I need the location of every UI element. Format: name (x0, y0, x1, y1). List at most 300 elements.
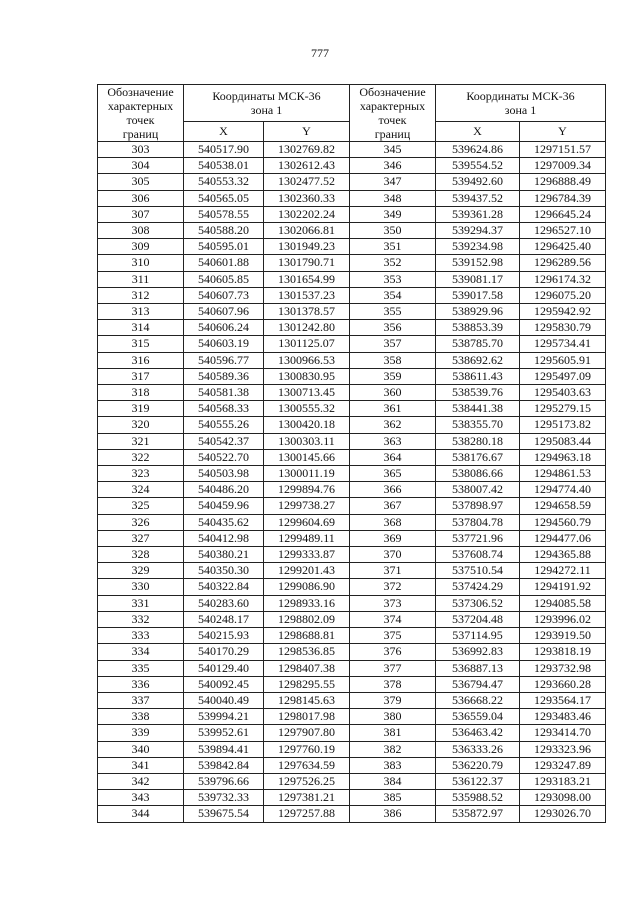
point-number-cell: 372 (350, 579, 436, 595)
table-row (98, 611, 350, 627)
x-coordinate-cell: 536668.22 (436, 692, 520, 708)
point-number-cell: 309 (98, 239, 184, 255)
table-row (350, 660, 606, 676)
header-y: Y (264, 121, 350, 141)
x-coordinate-cell: 540553.32 (184, 174, 264, 190)
point-number-cell: 313 (98, 304, 184, 320)
point-number-cell: 370 (350, 547, 436, 563)
point-number-cell: 340 (98, 741, 184, 757)
y-coordinate-cell: 1297760.19 (264, 741, 350, 757)
header-x: X (436, 121, 520, 141)
y-coordinate-cell: 1296784.39 (520, 190, 606, 206)
point-number-cell: 384 (350, 773, 436, 789)
table-row (98, 628, 350, 644)
table-row (98, 433, 350, 449)
y-coordinate-cell: 1301242.80 (264, 320, 350, 336)
point-number-cell: 315 (98, 336, 184, 352)
point-number-cell: 348 (350, 190, 436, 206)
y-coordinate-cell: 1300011.19 (264, 466, 350, 482)
x-coordinate-cell: 539081.17 (436, 271, 520, 287)
point-number-cell: 354 (350, 287, 436, 303)
table-row (350, 644, 606, 660)
table-row (350, 287, 606, 303)
x-coordinate-cell: 539952.61 (184, 725, 264, 741)
point-number-cell: 361 (350, 401, 436, 417)
y-coordinate-cell: 1294272.11 (520, 563, 606, 579)
point-number-cell: 337 (98, 692, 184, 708)
x-coordinate-cell: 539554.52 (436, 158, 520, 174)
y-coordinate-cell: 1294191.92 (520, 579, 606, 595)
y-coordinate-cell: 1295830.79 (520, 320, 606, 336)
point-number-cell: 363 (350, 433, 436, 449)
point-number-cell: 324 (98, 482, 184, 498)
y-coordinate-cell: 1299738.27 (264, 498, 350, 514)
point-number-cell: 308 (98, 223, 184, 239)
x-coordinate-cell: 539361.28 (436, 206, 520, 222)
y-coordinate-cell: 1298933.16 (264, 595, 350, 611)
y-coordinate-cell: 1295279.15 (520, 401, 606, 417)
point-number-cell: 347 (350, 174, 436, 190)
table-row (350, 628, 606, 644)
x-coordinate-cell: 540459.96 (184, 498, 264, 514)
y-coordinate-cell: 1297526.25 (264, 773, 350, 789)
y-coordinate-cell: 1296527.10 (520, 223, 606, 239)
table-row (350, 806, 606, 822)
y-coordinate-cell: 1293247.89 (520, 757, 606, 773)
table-row (350, 482, 606, 498)
y-coordinate-cell: 1298407.38 (264, 660, 350, 676)
x-coordinate-cell: 540581.38 (184, 385, 264, 401)
x-coordinate-cell: 538280.18 (436, 433, 520, 449)
x-coordinate-cell: 540538.01 (184, 158, 264, 174)
table-row (350, 336, 606, 352)
point-number-cell: 379 (350, 692, 436, 708)
point-number-cell: 342 (98, 773, 184, 789)
y-coordinate-cell: 1293996.02 (520, 611, 606, 627)
table-row (350, 741, 606, 757)
y-coordinate-cell: 1296425.40 (520, 239, 606, 255)
x-coordinate-cell: 537114.95 (436, 628, 520, 644)
y-coordinate-cell: 1293732.98 (520, 660, 606, 676)
table-row (350, 530, 606, 546)
table-row (98, 385, 350, 401)
y-coordinate-cell: 1294365.88 (520, 547, 606, 563)
point-number-cell: 333 (98, 628, 184, 644)
point-number-cell: 331 (98, 595, 184, 611)
x-coordinate-cell: 540435.62 (184, 514, 264, 530)
y-coordinate-cell: 1298295.55 (264, 676, 350, 692)
table-row (98, 595, 350, 611)
x-coordinate-cell: 539675.54 (184, 806, 264, 822)
point-number-cell: 327 (98, 530, 184, 546)
table-row (98, 660, 350, 676)
point-number-cell: 303 (98, 142, 184, 158)
point-number-cell: 304 (98, 158, 184, 174)
x-coordinate-cell: 538539.76 (436, 385, 520, 401)
x-coordinate-cell: 536122.37 (436, 773, 520, 789)
y-coordinate-cell: 1295083.44 (520, 433, 606, 449)
y-coordinate-cell: 1293564.17 (520, 692, 606, 708)
y-coordinate-cell: 1298688.81 (264, 628, 350, 644)
x-coordinate-cell: 539017.58 (436, 287, 520, 303)
x-coordinate-cell: 540596.77 (184, 352, 264, 368)
y-coordinate-cell: 1293414.70 (520, 725, 606, 741)
table-row (350, 595, 606, 611)
table-row (98, 336, 350, 352)
point-number-cell: 318 (98, 385, 184, 401)
x-coordinate-cell: 536559.04 (436, 709, 520, 725)
table-row (98, 320, 350, 336)
y-coordinate-cell: 1297257.88 (264, 806, 350, 822)
table-row (98, 725, 350, 741)
point-number-cell: 362 (350, 417, 436, 433)
table-row (350, 433, 606, 449)
point-number-cell: 368 (350, 514, 436, 530)
x-coordinate-cell: 540170.29 (184, 644, 264, 660)
point-number-cell: 378 (350, 676, 436, 692)
x-coordinate-cell: 536463.42 (436, 725, 520, 741)
y-coordinate-cell: 1299086.90 (264, 579, 350, 595)
x-coordinate-cell: 540588.20 (184, 223, 264, 239)
point-number-cell: 321 (98, 433, 184, 449)
point-number-cell: 322 (98, 449, 184, 465)
point-number-cell: 350 (350, 223, 436, 239)
point-number-cell: 326 (98, 514, 184, 530)
y-coordinate-cell: 1294774.40 (520, 482, 606, 498)
table-row (350, 692, 606, 708)
x-coordinate-cell: 538692.62 (436, 352, 520, 368)
x-coordinate-cell: 538853.39 (436, 320, 520, 336)
point-number-cell: 351 (350, 239, 436, 255)
table-row (98, 579, 350, 595)
point-number-cell: 374 (350, 611, 436, 627)
point-number-cell: 332 (98, 611, 184, 627)
y-coordinate-cell: 1302360.33 (264, 190, 350, 206)
table-row (98, 644, 350, 660)
table-row (98, 676, 350, 692)
table-row (98, 158, 350, 174)
point-number-cell: 386 (350, 806, 436, 822)
x-coordinate-cell: 537721.96 (436, 530, 520, 546)
point-number-cell: 339 (98, 725, 184, 741)
x-coordinate-cell: 538086.66 (436, 466, 520, 482)
x-coordinate-cell: 540350.30 (184, 563, 264, 579)
table-row (350, 190, 606, 206)
y-coordinate-cell: 1293483.46 (520, 709, 606, 725)
table-row (350, 385, 606, 401)
x-coordinate-cell: 538176.67 (436, 449, 520, 465)
y-coordinate-cell: 1293919.50 (520, 628, 606, 644)
x-coordinate-cell: 540092.45 (184, 676, 264, 692)
x-coordinate-cell: 537306.52 (436, 595, 520, 611)
point-number-cell: 325 (98, 498, 184, 514)
point-number-cell: 365 (350, 466, 436, 482)
point-number-cell: 355 (350, 304, 436, 320)
table-row (98, 206, 350, 222)
y-coordinate-cell: 1293323.96 (520, 741, 606, 757)
x-coordinate-cell: 536333.26 (436, 741, 520, 757)
x-coordinate-cell: 540129.40 (184, 660, 264, 676)
page-number: 777 (311, 46, 329, 60)
y-coordinate-cell: 1297634.59 (264, 757, 350, 773)
y-coordinate-cell: 1295497.09 (520, 368, 606, 384)
x-coordinate-cell: 539894.41 (184, 741, 264, 757)
x-coordinate-cell: 537424.29 (436, 579, 520, 595)
y-coordinate-cell: 1296075.20 (520, 287, 606, 303)
x-coordinate-cell: 540215.93 (184, 628, 264, 644)
table-row (98, 514, 350, 530)
table-row (350, 466, 606, 482)
table-row (98, 304, 350, 320)
point-number-cell: 307 (98, 206, 184, 222)
x-coordinate-cell: 537608.74 (436, 547, 520, 563)
y-coordinate-cell: 1294560.79 (520, 514, 606, 530)
header-point-label: Обозначение характерных точек границ (98, 85, 184, 142)
x-coordinate-cell: 539624.86 (436, 142, 520, 158)
point-number-cell: 336 (98, 676, 184, 692)
x-coordinate-cell: 540322.84 (184, 579, 264, 595)
y-coordinate-cell: 1302769.82 (264, 142, 350, 158)
y-coordinate-cell: 1301537.23 (264, 287, 350, 303)
table-row (350, 790, 606, 806)
x-coordinate-cell: 540605.85 (184, 271, 264, 287)
table-row (98, 223, 350, 239)
table-row (350, 676, 606, 692)
table-row (350, 498, 606, 514)
header-coordinates: Координаты МСК-36 зона 1 (436, 85, 606, 122)
x-coordinate-cell: 540412.98 (184, 530, 264, 546)
x-coordinate-cell: 539437.52 (436, 190, 520, 206)
table-row (350, 142, 606, 158)
y-coordinate-cell: 1293026.70 (520, 806, 606, 822)
x-coordinate-cell: 540601.88 (184, 255, 264, 271)
point-number-cell: 306 (98, 190, 184, 206)
x-coordinate-cell: 537898.97 (436, 498, 520, 514)
point-number-cell: 317 (98, 368, 184, 384)
table-row (98, 401, 350, 417)
table-row (350, 223, 606, 239)
table-row (350, 449, 606, 465)
y-coordinate-cell: 1300713.45 (264, 385, 350, 401)
table-row (350, 757, 606, 773)
table-row (98, 368, 350, 384)
y-coordinate-cell: 1298536.85 (264, 644, 350, 660)
table-row (98, 482, 350, 498)
table-row (350, 579, 606, 595)
x-coordinate-cell: 538007.42 (436, 482, 520, 498)
table-row (98, 352, 350, 368)
point-number-cell: 314 (98, 320, 184, 336)
x-coordinate-cell: 539152.98 (436, 255, 520, 271)
point-number-cell: 319 (98, 401, 184, 417)
x-coordinate-cell: 538611.43 (436, 368, 520, 384)
point-number-cell: 352 (350, 255, 436, 271)
table-row (350, 401, 606, 417)
table-row (98, 287, 350, 303)
y-coordinate-cell: 1300966.53 (264, 352, 350, 368)
table-row (98, 142, 350, 158)
y-coordinate-cell: 1297381.21 (264, 790, 350, 806)
point-number-cell: 369 (350, 530, 436, 546)
table-row (350, 320, 606, 336)
x-coordinate-cell: 540607.96 (184, 304, 264, 320)
y-coordinate-cell: 1294085.58 (520, 595, 606, 611)
point-number-cell: 329 (98, 563, 184, 579)
header-coordinates: Координаты МСК-36 зона 1 (184, 85, 350, 122)
header-x: X (184, 121, 264, 141)
point-number-cell: 341 (98, 757, 184, 773)
table-row (350, 239, 606, 255)
x-coordinate-cell: 538355.70 (436, 417, 520, 433)
table-row (98, 806, 350, 822)
x-coordinate-cell: 540503.98 (184, 466, 264, 482)
x-coordinate-cell: 537510.54 (436, 563, 520, 579)
table-row (98, 255, 350, 271)
y-coordinate-cell: 1300145.66 (264, 449, 350, 465)
point-number-cell: 380 (350, 709, 436, 725)
y-coordinate-cell: 1299604.69 (264, 514, 350, 530)
y-coordinate-cell: 1300420.18 (264, 417, 350, 433)
y-coordinate-cell: 1293818.19 (520, 644, 606, 660)
point-number-cell: 353 (350, 271, 436, 287)
table-row (98, 271, 350, 287)
point-number-cell: 356 (350, 320, 436, 336)
x-coordinate-cell: 535988.52 (436, 790, 520, 806)
x-coordinate-cell: 536887.13 (436, 660, 520, 676)
point-number-cell: 373 (350, 595, 436, 611)
point-number-cell: 345 (350, 142, 436, 158)
point-number-cell: 377 (350, 660, 436, 676)
y-coordinate-cell: 1295605.91 (520, 352, 606, 368)
table-row (350, 271, 606, 287)
y-coordinate-cell: 1299489.11 (264, 530, 350, 546)
coordinates-table-left (97, 84, 350, 823)
y-coordinate-cell: 1298802.09 (264, 611, 350, 627)
y-coordinate-cell: 1299894.76 (264, 482, 350, 498)
x-coordinate-cell: 537204.48 (436, 611, 520, 627)
table-row (98, 239, 350, 255)
point-number-cell: 316 (98, 352, 184, 368)
y-coordinate-cell: 1295942.92 (520, 304, 606, 320)
y-coordinate-cell: 1298017.98 (264, 709, 350, 725)
table-row (350, 725, 606, 741)
x-coordinate-cell: 540595.01 (184, 239, 264, 255)
table-row (98, 757, 350, 773)
x-coordinate-cell: 540606.24 (184, 320, 264, 336)
x-coordinate-cell: 535872.97 (436, 806, 520, 822)
x-coordinate-cell: 539796.66 (184, 773, 264, 789)
y-coordinate-cell: 1300303.11 (264, 433, 350, 449)
y-coordinate-cell: 1295403.63 (520, 385, 606, 401)
point-number-cell: 360 (350, 385, 436, 401)
x-coordinate-cell: 536794.47 (436, 676, 520, 692)
point-number-cell: 382 (350, 741, 436, 757)
x-coordinate-cell: 540517.90 (184, 142, 264, 158)
y-coordinate-cell: 1301949.23 (264, 239, 350, 255)
y-coordinate-cell: 1295734.41 (520, 336, 606, 352)
y-coordinate-cell: 1294861.53 (520, 466, 606, 482)
y-coordinate-cell: 1295173.82 (520, 417, 606, 433)
y-coordinate-cell: 1296645.24 (520, 206, 606, 222)
table-row (98, 449, 350, 465)
x-coordinate-cell: 538441.38 (436, 401, 520, 417)
y-coordinate-cell: 1293098.00 (520, 790, 606, 806)
table-row (350, 352, 606, 368)
x-coordinate-cell: 540555.26 (184, 417, 264, 433)
x-coordinate-cell: 540486.20 (184, 482, 264, 498)
x-coordinate-cell: 539234.98 (436, 239, 520, 255)
y-coordinate-cell: 1302477.52 (264, 174, 350, 190)
x-coordinate-cell: 538929.96 (436, 304, 520, 320)
x-coordinate-cell: 539732.33 (184, 790, 264, 806)
point-number-cell: 349 (350, 206, 436, 222)
table-row (350, 547, 606, 563)
y-coordinate-cell: 1294477.06 (520, 530, 606, 546)
table-row (98, 563, 350, 579)
y-coordinate-cell: 1296174.32 (520, 271, 606, 287)
y-coordinate-cell: 1301125.07 (264, 336, 350, 352)
y-coordinate-cell: 1300555.32 (264, 401, 350, 417)
table-row (350, 563, 606, 579)
table-row (350, 417, 606, 433)
point-number-cell: 358 (350, 352, 436, 368)
point-number-cell: 385 (350, 790, 436, 806)
point-number-cell: 367 (350, 498, 436, 514)
table-row (350, 304, 606, 320)
y-coordinate-cell: 1299201.43 (264, 563, 350, 579)
table-row (98, 790, 350, 806)
x-coordinate-cell: 537804.78 (436, 514, 520, 530)
x-coordinate-cell: 538785.70 (436, 336, 520, 352)
x-coordinate-cell: 540040.49 (184, 692, 264, 708)
y-coordinate-cell: 1302612.43 (264, 158, 350, 174)
x-coordinate-cell: 540380.21 (184, 547, 264, 563)
x-coordinate-cell: 536992.83 (436, 644, 520, 660)
x-coordinate-cell: 540568.33 (184, 401, 264, 417)
header-point-label: Обозначение характерных точек границ (350, 85, 436, 142)
x-coordinate-cell: 539294.37 (436, 223, 520, 239)
table-row (98, 190, 350, 206)
point-number-cell: 344 (98, 806, 184, 822)
y-coordinate-cell: 1299333.87 (264, 547, 350, 563)
x-coordinate-cell: 540542.37 (184, 433, 264, 449)
header-y: Y (520, 121, 606, 141)
x-coordinate-cell: 540522.70 (184, 449, 264, 465)
point-number-cell: 312 (98, 287, 184, 303)
table-row (350, 174, 606, 190)
point-number-cell: 311 (98, 271, 184, 287)
table-row (98, 530, 350, 546)
table-row (98, 498, 350, 514)
y-coordinate-cell: 1301790.71 (264, 255, 350, 271)
table-row (98, 174, 350, 190)
coordinates-table-right (349, 84, 606, 823)
y-coordinate-cell: 1301378.57 (264, 304, 350, 320)
table-row (98, 692, 350, 708)
point-number-cell: 346 (350, 158, 436, 174)
x-coordinate-cell: 539842.84 (184, 757, 264, 773)
table-row (98, 417, 350, 433)
x-coordinate-cell: 540283.60 (184, 595, 264, 611)
y-coordinate-cell: 1296888.49 (520, 174, 606, 190)
x-coordinate-cell: 540248.17 (184, 611, 264, 627)
y-coordinate-cell: 1297151.57 (520, 142, 606, 158)
point-number-cell: 366 (350, 482, 436, 498)
y-coordinate-cell: 1293183.21 (520, 773, 606, 789)
table-row (350, 158, 606, 174)
y-coordinate-cell: 1294658.59 (520, 498, 606, 514)
y-coordinate-cell: 1302066.81 (264, 223, 350, 239)
